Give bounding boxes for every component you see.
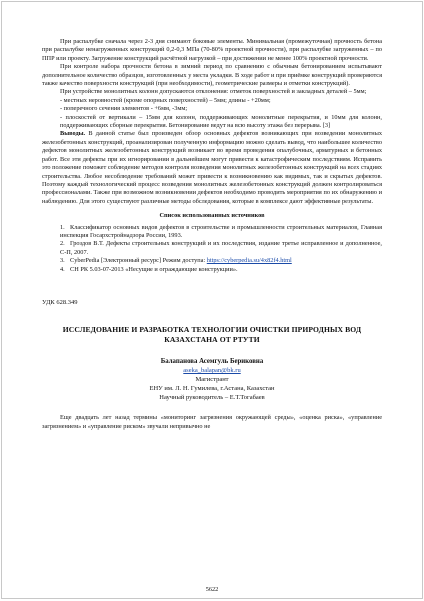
- page-number: 5622: [205, 585, 219, 593]
- conclusions-heading: Выводы.: [60, 130, 86, 138]
- reference-item-1: 1. Классификатор основных видов дефектов в строительстве и промышленности строительных материалов, Главная инспекция Госархстройнадзора России, 1993.: [60, 223, 382, 239]
- article-title: ИССЛЕДОВАНИЕ И РАЗРАБОТКА ТЕХНОЛОГИИ ОЧИСТКИ ПРИРОДНЫХ ВОД КАЗАХСТАНА ОТ РТУТИ: [62, 325, 362, 345]
- reference-item-3: 3. CyberPedia [Электронный ресурс] Режим доступа: https://cyberpedia.su/4x82f4.html: [60, 257, 292, 265]
- udc-code: УДК 628.349: [42, 298, 78, 306]
- tolerance-item-vertical: - плоскостей от вертикали – 15мм для колонн, поддерживающих монолитные перекрытия, и 10мм для колонн, поддерживающих сборные перекрытия. Бетонирование ведут на всю высоту этажа без перерыва. [3]: [60, 113, 382, 130]
- reference-item-4: 4. СН РК 5.03-07-2013 «Несущие и ограждающие конструкции».: [60, 265, 238, 273]
- email-link[interactable]: aseka_balapan@bk.ru: [183, 367, 241, 375]
- tolerance-item-unevenness: - местных неровностей (кроме опорных поверхностей) – 5мм; длины - +20мм;: [60, 96, 271, 104]
- paragraph-formwork: При распалубке сначала через 2-3 дня снимают боковые элементы. Минимальная (промежуточная) прочность бетона при распалубке ненагруженных конструкций 0,2-0,3 МПа (70-80% проектной прочности), при распалубке загруженных – по ППР или проекту. Загружение конструкций расчётной нагрузкой – при достижении не менее 100% проектной прочности.: [42, 38, 382, 62]
- author-degree: Магистрант: [195, 376, 229, 384]
- document-page: [1, 1, 423, 599]
- paragraph-strength-control: При контроле набора прочности бетона в зимний период по сравнению с обычным бетонированием испытывают дополнительное количество образцов, изготовленных у места укладки. В ходе работ и при приёмке конструкций проверяются также качество поверхности конструкций (при необходимости), геометрические размеры и отметки конструкций).: [42, 63, 382, 88]
- author-name: Балапанова Асемгуль Бериковна: [160, 358, 264, 366]
- paragraph-column-tolerances: При устройстве монолитных колонн допускаются отклонения: отметок поверхностей и закладных деталей – 5мм;: [60, 88, 367, 96]
- reference-item-2: 2. Грoздов В.Т. Дефекты строительных конструкций и их последствия, издание третье исправленное и дополненное, С-П, 2007.: [60, 240, 382, 256]
- cyberpedia-link[interactable]: https://cyberpedia.su/4x82f4.html: [206, 257, 292, 265]
- references-title: Список использованных источников: [159, 212, 265, 220]
- paragraph-conclusions: [42, 130, 382, 206]
- author-email: [42, 366, 382, 375]
- conclusions-text: В данной статье был произведен обзор основных дефектов возникающих при возведении монолитных железобетонных конструкций, проанализирован полученную информацию можно сделать вывод, что наибольшее количество дефектов монолитных железобетонных конструкций возникает во время проведения опалубочных, арматурных и бетонных работ. Все эти дефекты при их игнорировании в дальнейшем могут привести к катастрофическим последствиям. Исправить это положение поможет соблюдение методов контроля возведения монолитных железобетонных конструкций на всех стадиях строительства. Любое несоблюдение требований может привести к возникновению как видимых, так и скрытых дефектов. Поэтому каждый технологический процесс возведения монолитных железобетонных конструкций должен контролироваться профессионалами. Также при возможном возникновении дефектов необходимо проводить мероприятия по их обнаружению и наблюдению. Для этого существуют различные методы обследования, которые в комплексе дают эффективные результаты.: [42, 130, 382, 205]
- author-affiliation: ЕНУ им. Л. Н. Гумилева, г.Астана, Казахстан: [149, 385, 275, 393]
- article-intro: Еще двадцать лет назад термины «мониторинг загрязнения окружающей среды», «оценка риска», «управление загрязнением» и «управление риском» звучали непривычно не: [42, 414, 382, 430]
- supervisor: Научный руководитель – Е.Т.Тогабаев: [159, 394, 265, 402]
- tolerance-item-cross-section: - поперечного сечения элементов - +6мм, -3мм;: [60, 105, 188, 113]
